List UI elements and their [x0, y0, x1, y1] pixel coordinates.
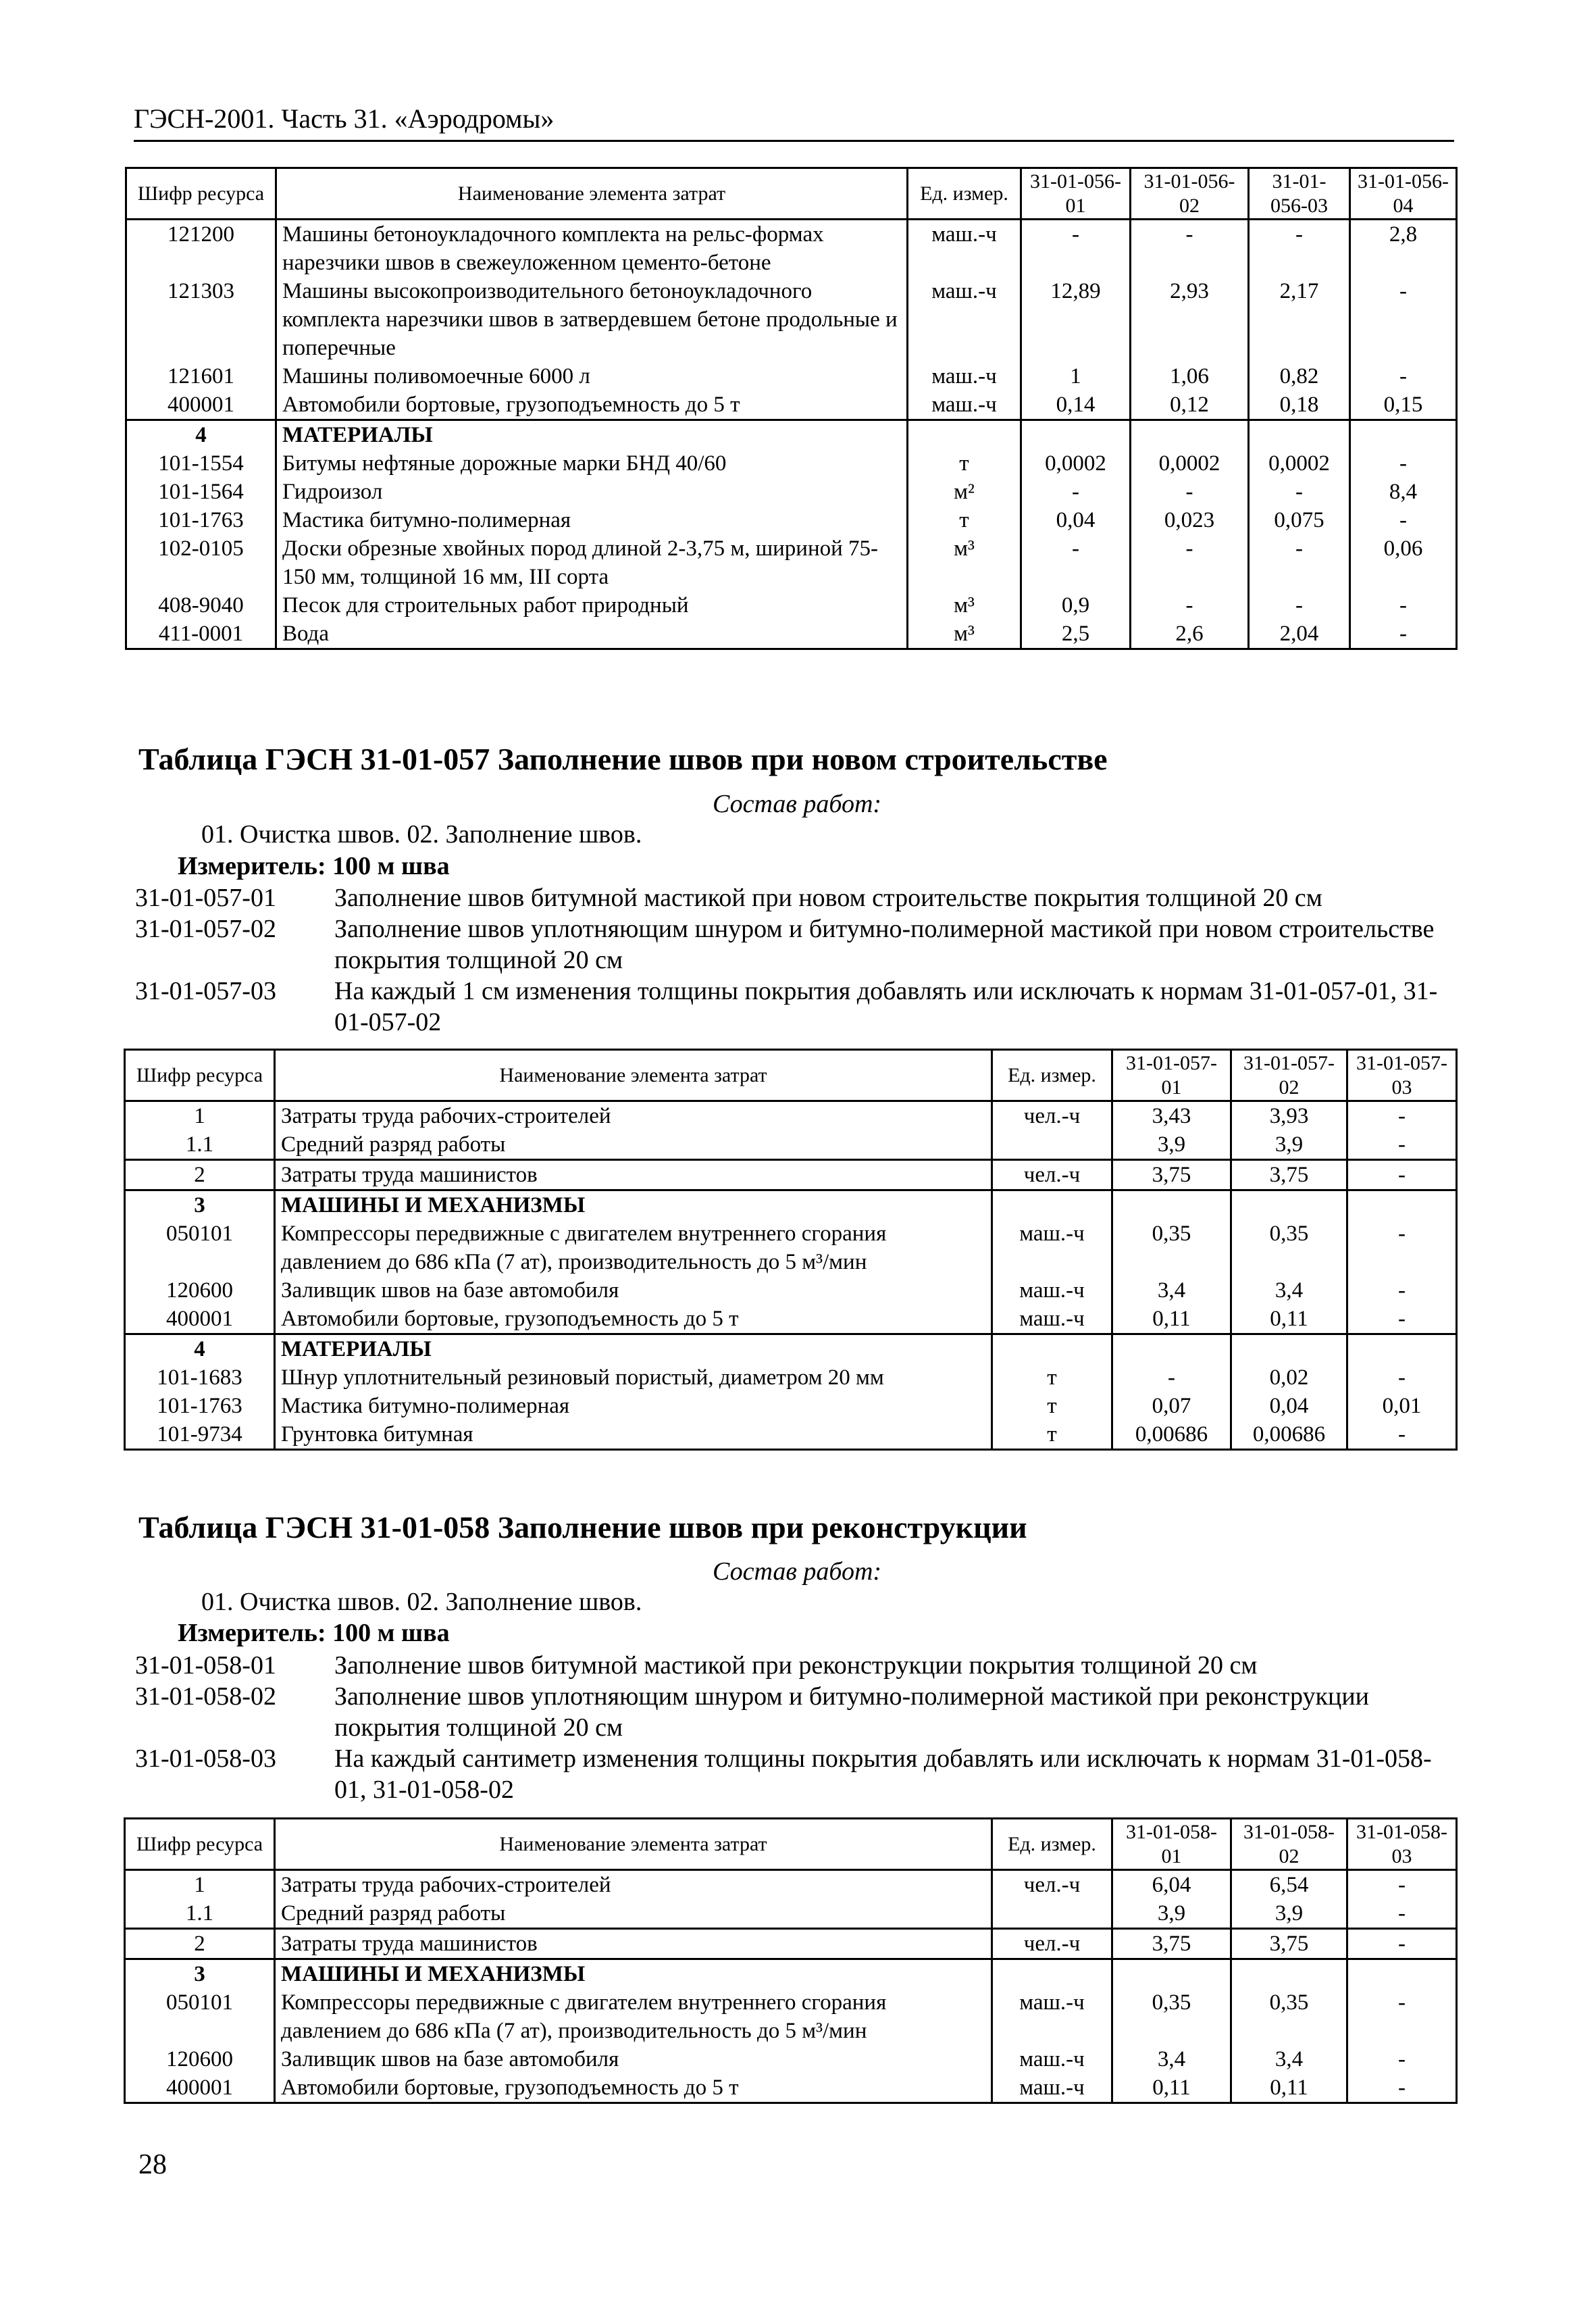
table-title-058: Таблица ГЭСН 31-01-058 Заполнение швов при реконструкции	[138, 1510, 1027, 1544]
composition-label: Состав работ:	[713, 790, 882, 818]
norm-value: 0,35	[1112, 1219, 1231, 1276]
norm-value: 1,06	[1131, 362, 1249, 391]
norm-value: -	[1350, 449, 1457, 478]
norm-code: 31-01-057-01	[135, 884, 276, 912]
norm-value: -	[1347, 1305, 1457, 1334]
col-header-norm: 31-01-056-04	[1350, 168, 1457, 220]
table-row	[125, 1305, 1457, 1334]
resource-code: 408-9040	[126, 591, 276, 620]
col-header-code: Шифр ресурса	[126, 168, 276, 220]
norm-value: 2,93	[1131, 277, 1249, 362]
norm-description: На каждый 1 см изменения толщины покрытия добавлять или исключать к нормам 31-01-057-01, 31-01-057-02	[334, 977, 1438, 1036]
norm-value: 0,11	[1112, 2073, 1231, 2103]
resource-code: 101-1763	[125, 1392, 275, 1420]
resource-name: Гидроизол	[276, 478, 908, 506]
unit: маш.-ч	[992, 1305, 1112, 1334]
resource-name: Вода	[276, 620, 908, 649]
norm-value: 0,00686	[1112, 1420, 1231, 1450]
resource-code: 101-1763	[126, 506, 276, 534]
unit: маш.-ч	[908, 362, 1021, 391]
col-header-unit: Ед. измер.	[992, 1050, 1112, 1101]
resource-name: Мастика битумно-полимерная	[275, 1392, 992, 1420]
norm-code: 31-01-058-03	[135, 1744, 276, 1773]
resource-code: 101-1554	[126, 449, 276, 478]
norm-value: 0,0002	[1131, 449, 1249, 478]
resource-name: Машины поливомоечные 6000 л	[276, 362, 908, 391]
norm-value: 0,0002	[1021, 449, 1131, 478]
resource-code: 121601	[126, 362, 276, 391]
page-number: 28	[138, 2149, 167, 2180]
unit: маш.-ч	[992, 1988, 1112, 2045]
unit: т	[992, 1363, 1112, 1392]
resource-name: Компрессоры передвижные с двигателем внутреннего сгорания давлением до 686 кПа (7 ат), производительность до 5 м³/мин	[275, 1988, 992, 2045]
resource-code: 120600	[125, 2045, 275, 2073]
group-row-materials	[126, 420, 1457, 450]
unit: маш.-ч	[908, 220, 1021, 278]
resource-name: Машины бетоноукладочного комплекта на рельс-формах нарезчики швов в свежеуложенном цементо-бетоне	[276, 220, 908, 278]
norm-value: 0,12	[1131, 391, 1249, 420]
resource-name: Средний разряд работы	[275, 1899, 992, 1929]
unit	[992, 1899, 1112, 1929]
norm-code: 31-01-057-03	[135, 977, 276, 1005]
resource-code: 2	[125, 1929, 275, 1959]
norm-value: 3,4	[1112, 1276, 1231, 1305]
group-row-machines	[125, 1190, 1457, 1220]
unit: чел.-ч	[992, 1101, 1112, 1131]
norm-value: -	[1021, 534, 1131, 591]
norm-value: -	[1249, 478, 1350, 506]
resource-name: Грунтовка битумная	[275, 1420, 992, 1450]
table-row	[125, 1276, 1457, 1305]
table-row	[126, 534, 1457, 591]
resource-name: Автомобили бортовые, грузоподъемность до 5 т	[275, 1305, 992, 1334]
composition-label: Состав работ:	[713, 1557, 882, 1586]
unit-of-measure: Измеритель: 100 м шва	[178, 852, 450, 880]
norm-value: 3,9	[1112, 1130, 1231, 1160]
resource-code: 101-9734	[125, 1420, 275, 1450]
norm-description: На каждый сантиметр изменения толщины покрытия добавлять или исключать к нормам 31-01-058-01, 31-01-058-02	[334, 1744, 1432, 1804]
norm-value: -	[1021, 478, 1131, 506]
table-row	[125, 1130, 1457, 1160]
table-row	[125, 1219, 1457, 1276]
unit: чел.-ч	[992, 1160, 1112, 1190]
resource-code: 102-0105	[126, 534, 276, 591]
norm-value: 0,82	[1249, 362, 1350, 391]
norm-value: -	[1131, 534, 1249, 591]
col-header-norm: 31-01-057-02	[1231, 1050, 1347, 1101]
norm-value: -	[1021, 220, 1131, 278]
resource-name: Битумы нефтяные дорожные марки БНД 40/60	[276, 449, 908, 478]
norm-value: 3,4	[1231, 2045, 1347, 2073]
norm-value: -	[1347, 1929, 1457, 1959]
norm-value: 0,023	[1131, 506, 1249, 534]
norm-value: 0,04	[1021, 506, 1131, 534]
norm-value: -	[1112, 1363, 1231, 1392]
norm-value: 3,4	[1112, 2045, 1231, 2073]
table-row	[125, 1101, 1457, 1131]
resource-code: 1.1	[125, 1899, 275, 1929]
table-row	[125, 1363, 1457, 1392]
norm-value: 0,06	[1350, 534, 1457, 591]
col-header-name: Наименование элемента затрат	[275, 1819, 992, 1870]
norm-value: 0,00686	[1231, 1420, 1347, 1450]
norm-value: 3,75	[1112, 1160, 1231, 1190]
unit-of-measure: Измеритель: 100 м шва	[178, 1619, 450, 1647]
norm-value: 0,35	[1231, 1988, 1347, 2045]
col-header-norm: 31-01-057-03	[1347, 1050, 1457, 1101]
col-header-code: Шифр ресурса	[125, 1050, 275, 1101]
norm-value: -	[1350, 506, 1457, 534]
norm-value: 2,17	[1249, 277, 1350, 362]
resource-name: Машины высокопроизводительного бетоноукладочного комплекта нарезчики швов в затвердевшем бетоне продольные и поперечные	[276, 277, 908, 362]
resource-code: 2	[125, 1160, 275, 1190]
table-057	[124, 1049, 1458, 1451]
unit: м²	[908, 478, 1021, 506]
group-row-materials	[125, 1334, 1457, 1364]
norm-value: -	[1350, 277, 1457, 362]
table-header-row	[125, 1819, 1457, 1870]
norm-value: 3,9	[1112, 1899, 1231, 1929]
norm-value: 1	[1021, 362, 1131, 391]
table-row	[126, 620, 1457, 649]
norm-value: -	[1131, 220, 1249, 278]
table-row	[126, 277, 1457, 362]
unit: т	[992, 1392, 1112, 1420]
norm-value: -	[1350, 362, 1457, 391]
norm-value: 2,5	[1021, 620, 1131, 649]
group-title: МАШИНЫ И МЕХАНИЗМЫ	[275, 1959, 992, 1989]
resource-code: 120600	[125, 1276, 275, 1305]
unit: маш.-ч	[992, 1276, 1112, 1305]
norm-value: 0,01	[1347, 1392, 1457, 1420]
unit: маш.-ч	[908, 277, 1021, 362]
norm-value: 0,11	[1112, 1305, 1231, 1334]
resource-name: Затраты труда рабочих-строителей	[275, 1101, 992, 1131]
table-header-row	[126, 168, 1457, 220]
norm-code: 31-01-058-02	[135, 1682, 276, 1711]
col-header-norm: 31-01-057-01	[1112, 1050, 1231, 1101]
col-header-norm: 31-01-058-03	[1347, 1819, 1457, 1870]
col-header-unit: Ед. измер.	[992, 1819, 1112, 1870]
unit: маш.-ч	[908, 391, 1021, 420]
norm-value: 6,54	[1231, 1870, 1347, 1900]
unit: маш.-ч	[992, 1219, 1112, 1276]
table-row	[125, 1870, 1457, 1900]
table-row	[125, 1160, 1457, 1190]
resource-code: 411-0001	[126, 620, 276, 649]
col-header-norm: 31-01-058-01	[1112, 1819, 1231, 1870]
unit: м³	[908, 534, 1021, 591]
resource-name: Компрессоры передвижные с двигателем внутреннего сгорания давлением до 686 кПа (7 ат), производительность до 5 м³/мин	[275, 1219, 992, 1276]
norm-value: 0,15	[1350, 391, 1457, 420]
resource-name: Затраты труда машинистов	[275, 1929, 992, 1959]
resource-code: 121200	[126, 220, 276, 278]
resource-name: Заливщик швов на базе автомобиля	[275, 2045, 992, 2073]
group-row-machines	[125, 1959, 1457, 1989]
norm-value: 0,075	[1249, 506, 1350, 534]
table-056	[125, 167, 1458, 650]
norm-value: 0,9	[1021, 591, 1131, 620]
norm-value: 3,75	[1231, 1929, 1347, 1959]
running-head: ГЭСН-2001. Часть 31. «Аэродромы»	[134, 103, 555, 134]
norm-value: 2,04	[1249, 620, 1350, 649]
resource-name: Мастика битумно-полимерная	[276, 506, 908, 534]
norm-value: 0,07	[1112, 1392, 1231, 1420]
norm-value: -	[1347, 1101, 1457, 1131]
norm-value: 6,04	[1112, 1870, 1231, 1900]
resource-code: 101-1564	[126, 478, 276, 506]
norm-description: Заполнение швов битумной мастикой при реконструкции покрытия толщиной 20 см	[334, 1651, 1258, 1680]
header-rule	[134, 140, 1454, 142]
col-header-norm: 31-01-056-02	[1131, 168, 1249, 220]
norm-value: -	[1131, 478, 1249, 506]
unit: маш.-ч	[992, 2045, 1112, 2073]
table-header-row	[125, 1050, 1457, 1101]
resource-code: 1	[125, 1870, 275, 1900]
unit: маш.-ч	[992, 2073, 1112, 2103]
col-header-norm: 31-01-058-02	[1231, 1819, 1347, 1870]
resource-code: 400001	[125, 2073, 275, 2103]
norm-code: 31-01-058-01	[135, 1651, 276, 1680]
norm-value: -	[1350, 591, 1457, 620]
norm-value: 3,4	[1231, 1276, 1347, 1305]
norm-value: 3,75	[1112, 1929, 1231, 1959]
norm-value: -	[1347, 1130, 1457, 1160]
norm-value: 2,8	[1350, 220, 1457, 278]
table-row	[126, 506, 1457, 534]
resource-name: Песок для строительных работ природный	[276, 591, 908, 620]
group-code: 3	[125, 1190, 275, 1220]
resource-name: Автомобили бортовые, грузоподъемность до 5 т	[276, 391, 908, 420]
norm-value: 3,75	[1231, 1160, 1347, 1190]
norm-value: 3,93	[1231, 1101, 1347, 1131]
norm-value: 3,43	[1112, 1101, 1231, 1131]
table-row	[125, 1392, 1457, 1420]
norm-value: -	[1249, 534, 1350, 591]
resource-code: 050101	[125, 1219, 275, 1276]
norm-value: 2,6	[1131, 620, 1249, 649]
norm-value: 0,0002	[1249, 449, 1350, 478]
norm-value: 0,35	[1112, 1988, 1231, 2045]
norm-value: -	[1249, 591, 1350, 620]
unit: чел.-ч	[992, 1870, 1112, 1900]
col-header-name: Наименование элемента затрат	[275, 1050, 992, 1101]
group-title: МАШИНЫ И МЕХАНИЗМЫ	[275, 1190, 992, 1220]
table-row	[125, 2045, 1457, 2073]
group-code: 3	[125, 1959, 275, 1989]
norm-value: 0,18	[1249, 391, 1350, 420]
unit: м³	[908, 591, 1021, 620]
table-row	[126, 449, 1457, 478]
resource-code: 101-1683	[125, 1363, 275, 1392]
unit	[992, 1130, 1112, 1160]
resource-name: Затраты труда рабочих-строителей	[275, 1870, 992, 1900]
unit: м³	[908, 620, 1021, 649]
col-header-code: Шифр ресурса	[125, 1819, 275, 1870]
norm-value: 0,11	[1231, 2073, 1347, 2103]
norm-value: -	[1347, 1160, 1457, 1190]
table-row	[125, 1899, 1457, 1929]
resource-code: 121303	[126, 277, 276, 362]
resource-code: 1.1	[125, 1130, 275, 1160]
norm-value: 0,14	[1021, 391, 1131, 420]
norm-value: 3,9	[1231, 1130, 1347, 1160]
col-header-name: Наименование элемента затрат	[276, 168, 908, 220]
norm-description: Заполнение швов битумной мастикой при новом строительстве покрытия толщиной 20 см	[334, 884, 1322, 912]
norm-value: -	[1347, 1870, 1457, 1900]
resource-name: Шнур уплотнительный резиновый пористый, диаметром 20 мм	[275, 1363, 992, 1392]
norm-value: -	[1347, 1988, 1457, 2045]
table-058	[124, 1817, 1458, 2104]
resource-code: 400001	[125, 1305, 275, 1334]
norm-value: 0,04	[1231, 1392, 1347, 1420]
norm-value: 3,9	[1231, 1899, 1347, 1929]
table-row	[125, 1929, 1457, 1959]
resource-name: Автомобили бортовые, грузоподъемность до 5 т	[275, 2073, 992, 2103]
norm-description: Заполнение швов уплотняющим шнуром и битумно-полимерной мастикой при реконструкции покрытия толщиной 20 см	[334, 1682, 1370, 1742]
group-code: 4	[126, 420, 276, 450]
resource-name: Заливщик швов на базе автомобиля	[275, 1276, 992, 1305]
col-header-norm: 31-01-056-03	[1249, 168, 1350, 220]
resource-name: Средний разряд работы	[275, 1130, 992, 1160]
resource-name: Затраты труда машинистов	[275, 1160, 992, 1190]
table-row	[126, 220, 1457, 278]
table-row	[125, 1420, 1457, 1450]
table-row	[125, 2073, 1457, 2103]
norm-value: -	[1131, 591, 1249, 620]
norm-value: -	[1347, 1276, 1457, 1305]
group-title: МАТЕРИАЛЫ	[276, 420, 908, 450]
norm-value: -	[1347, 1420, 1457, 1450]
unit: чел.-ч	[992, 1929, 1112, 1959]
norm-value: -	[1347, 1363, 1457, 1392]
table-row	[126, 362, 1457, 391]
works-list: 01. Очистка швов. 02. Заполнение швов.	[201, 1588, 642, 1616]
table-row	[125, 1988, 1457, 2045]
norm-value: -	[1347, 2045, 1457, 2073]
norm-value: 8,4	[1350, 478, 1457, 506]
group-title: МАТЕРИАЛЫ	[275, 1334, 992, 1364]
resource-code: 400001	[126, 391, 276, 420]
norm-value: 12,89	[1021, 277, 1131, 362]
col-header-unit: Ед. измер.	[908, 168, 1021, 220]
unit: т	[908, 506, 1021, 534]
table-row	[126, 478, 1457, 506]
norm-value: -	[1350, 620, 1457, 649]
col-header-norm: 31-01-056-01	[1021, 168, 1131, 220]
norm-value: -	[1347, 1899, 1457, 1929]
unit: т	[992, 1420, 1112, 1450]
unit: т	[908, 449, 1021, 478]
works-list: 01. Очистка швов. 02. Заполнение швов.	[201, 820, 642, 849]
table-title-057: Таблица ГЭСН 31-01-057 Заполнение швов при новом строительстве	[138, 742, 1108, 776]
norm-code: 31-01-057-02	[135, 915, 276, 943]
norm-value: 0,35	[1231, 1219, 1347, 1276]
norm-value: 0,11	[1231, 1305, 1347, 1334]
resource-code: 050101	[125, 1988, 275, 2045]
resource-code: 1	[125, 1101, 275, 1131]
norm-description: Заполнение швов уплотняющим шнуром и битумно-полимерной мастикой при новом строительстве покрытия толщиной 20 см	[334, 915, 1435, 974]
norm-value: -	[1347, 1219, 1457, 1276]
resource-name: Доски обрезные хвойных пород длиной 2-3,75 м, шириной 75-150 мм, толщиной 16 мм, III сорта	[276, 534, 908, 591]
table-row	[126, 391, 1457, 420]
norm-value: -	[1347, 2073, 1457, 2103]
norm-value: 0,02	[1231, 1363, 1347, 1392]
table-row	[126, 591, 1457, 620]
group-code: 4	[125, 1334, 275, 1364]
norm-value: -	[1249, 220, 1350, 278]
